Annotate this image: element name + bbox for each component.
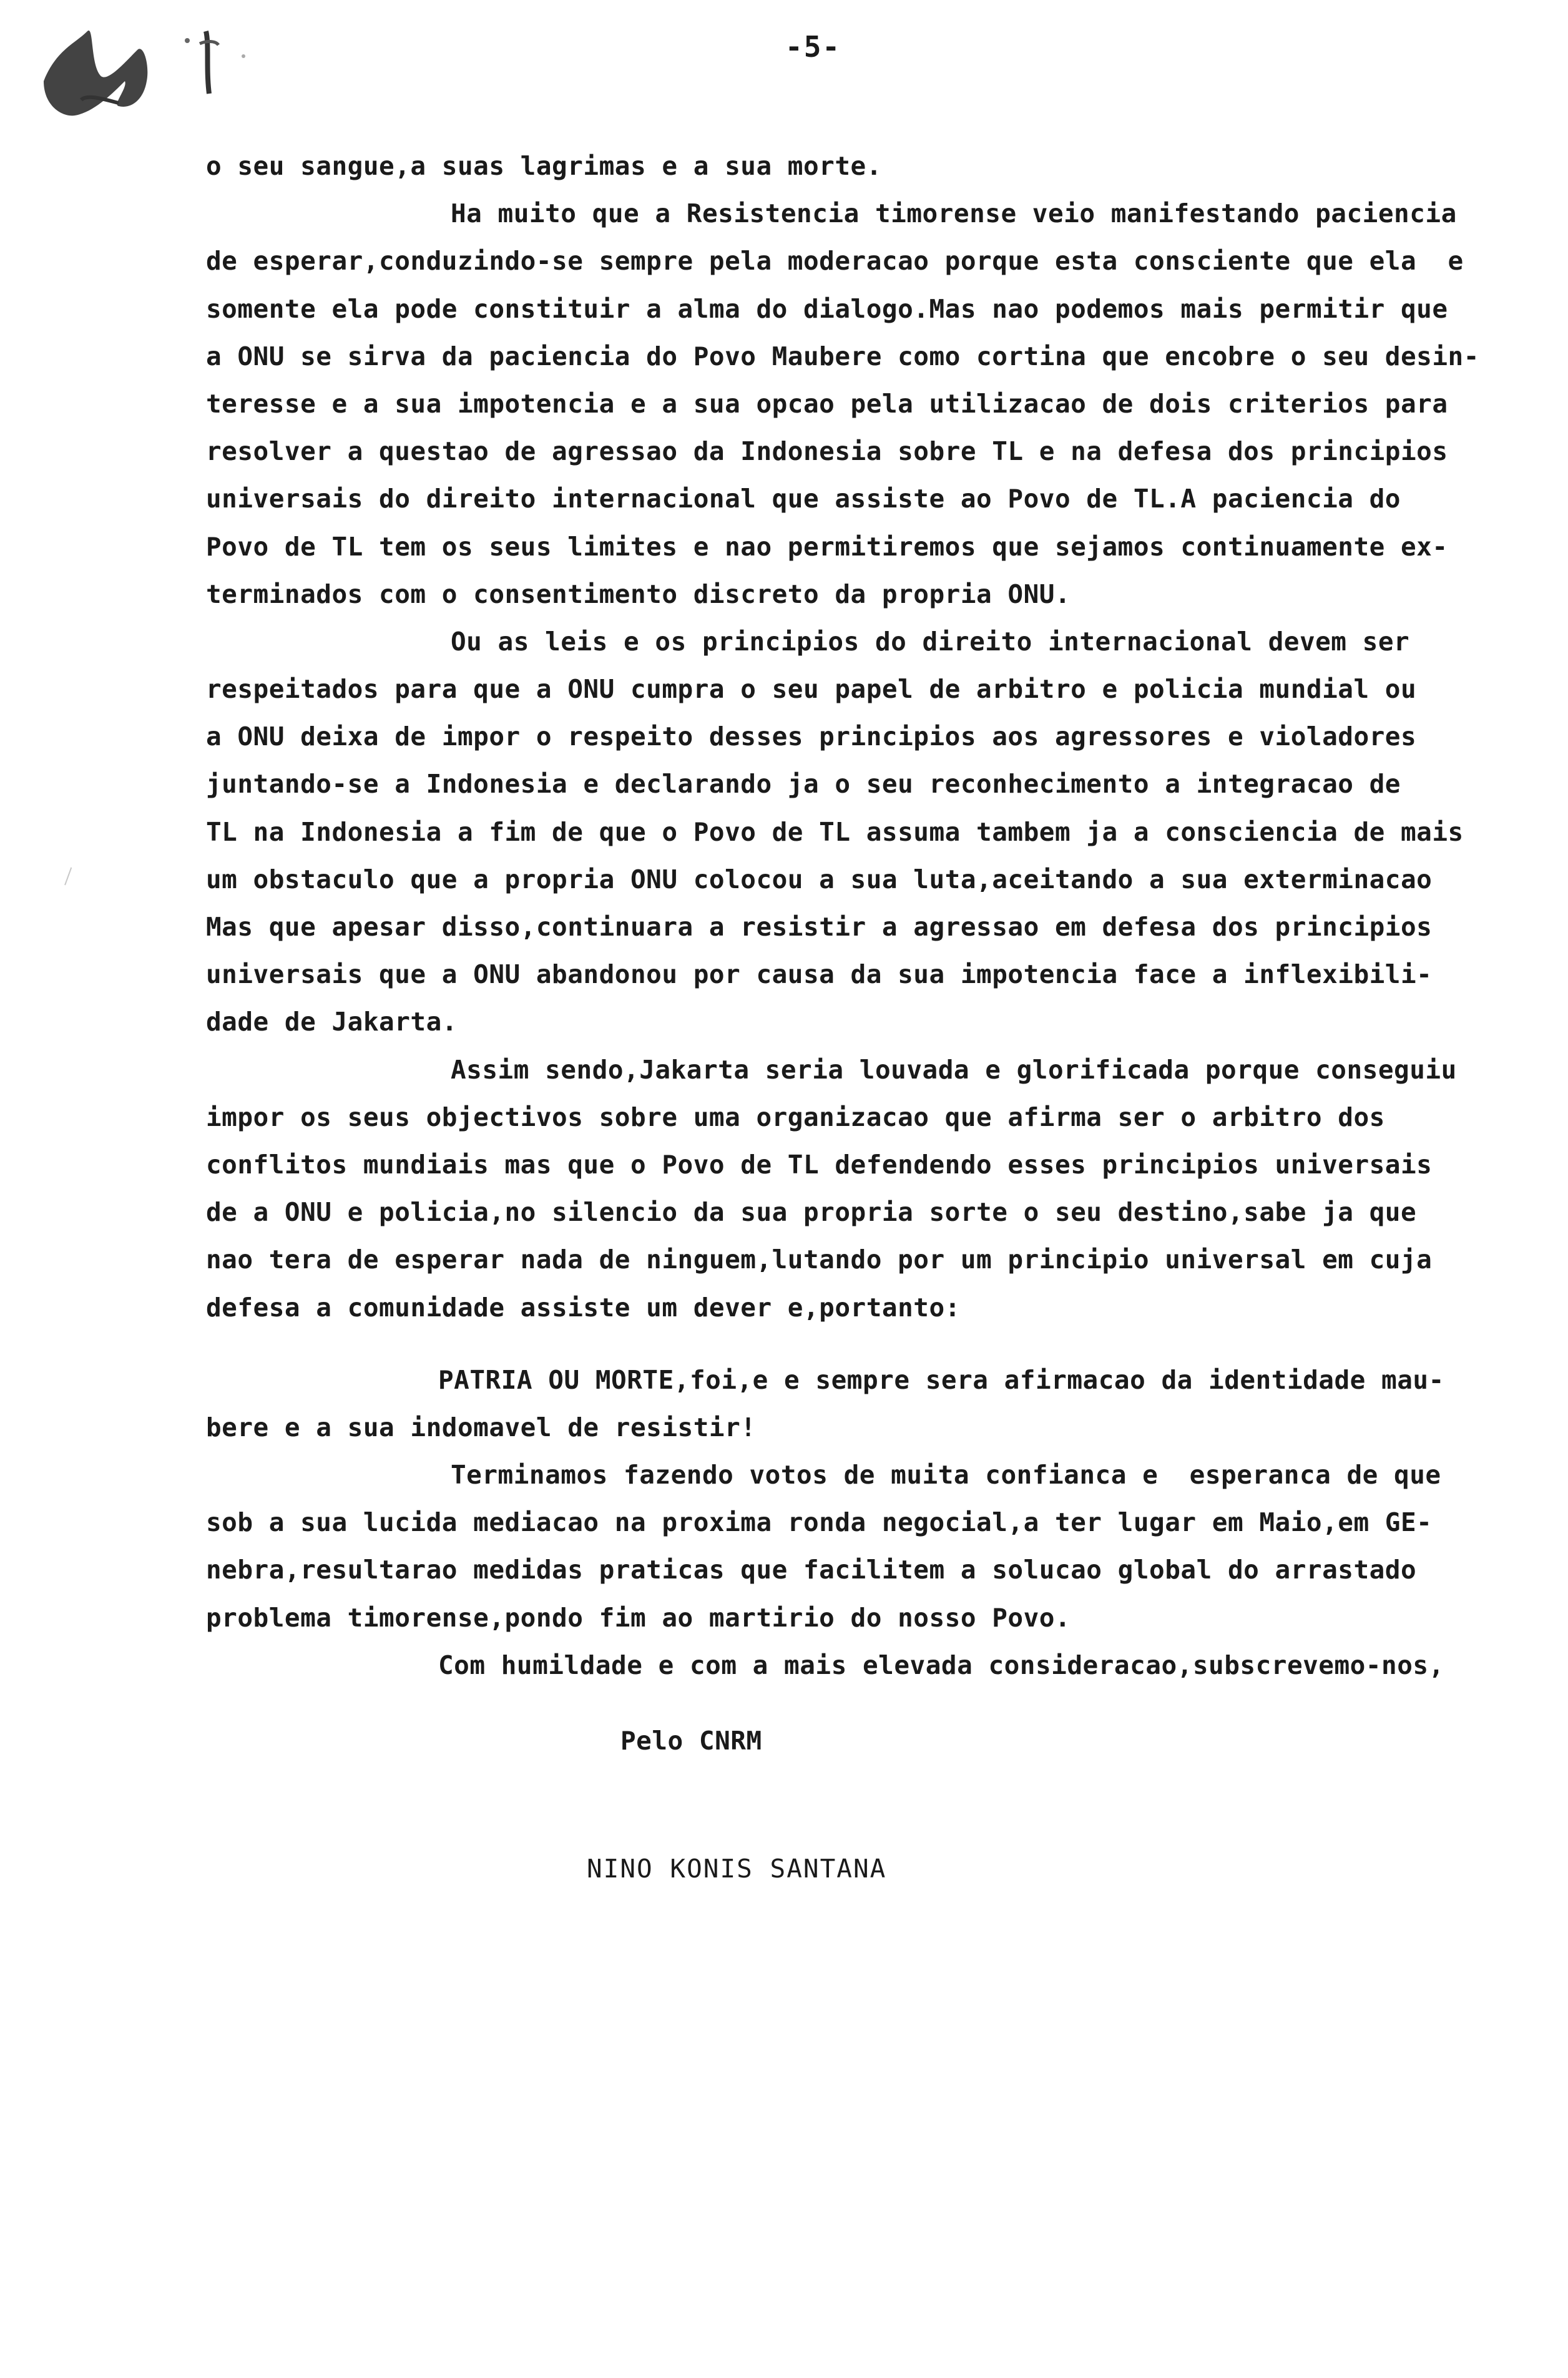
text-line: PATRIA OU MORTE,foi,e e sempre sera afirmacao da identidade mau- (438, 1364, 1444, 1395)
text-line: universais do direito internacional que assiste ao Povo de TL.A paciencia do (206, 484, 1401, 514)
text-line: problema timorense,pondo fim ao martirio do nosso Povo. (206, 1602, 1071, 1633)
page-number: -5- (785, 30, 841, 64)
letter-body (206, 142, 1548, 1689)
text-line: Povo de TL tem os seus limites e nao permitiremos que sejamos continuamente ex- (206, 531, 1448, 562)
text-line: a ONU se sirva da paciencia do Povo Maubere como cortina que encobre o seu desin- (206, 341, 1479, 371)
paragraph-6 (206, 1451, 1548, 1642)
text-line: nao tera de esperar nada de ninguem,lutando por um principio universal em cuja (206, 1245, 1433, 1275)
text-line: o seu sangue,a suas lagrimas e a sua morte. (206, 151, 882, 181)
text-line: terminados com o consentimento discreto da propria ONU. (206, 579, 1071, 609)
text-line: resolver a questao de agressao da Indonesia sobre TL e na defesa dos principios (206, 436, 1448, 467)
text-line: defesa a comunidade assiste um dever e,portanto: (206, 1292, 961, 1323)
margin-mark (64, 868, 76, 887)
paragraph-1 (206, 142, 1548, 190)
text-line: Assim sendo,Jakarta seria louvada e glorificada porque conseguiu (451, 1054, 1457, 1085)
text-line: de a ONU e policia,no silencio da sua propria sorte o seu destino,sabe ja que (206, 1197, 1417, 1228)
text-line: nebra,resultarao medidas praticas que facilitem a solucao global do arrastado (206, 1555, 1417, 1585)
paragraph-7 (206, 1642, 1548, 1689)
text-line: conflitos mundiais mas que o Povo de TL defendendo esses principios universais (206, 1149, 1433, 1180)
text-line: universais que a ONU abandonou por causa da sua impotencia face a inflexibili- (206, 959, 1433, 990)
text-line: um obstaculo que a propria ONU colocou a sua luta,aceitando a sua exterminacao (206, 864, 1433, 894)
signature-name: NINO KONIS SANTANA (587, 1854, 887, 1884)
text-line: TL na Indonesia a fim de que o Povo de TL assuma tambem ja a consciencia de mais (206, 816, 1464, 847)
text-line: a ONU deixa de impor o respeito desses principios aos agressores e violadores (206, 722, 1417, 752)
paragraph-3 (206, 618, 1548, 1046)
text-line: teresse e a sua impotencia e a sua opcao pela utilizacao de dois criterios para (206, 388, 1448, 419)
text-line: Ha muito que a Resistencia timorense veio manifestando paciencia (451, 198, 1457, 229)
text-line: Com humildade e com a mais elevada consideracao,subscrevemo-nos, (438, 1650, 1444, 1680)
ink-smudge-mark (19, 6, 281, 131)
text-line: respeitados para que a ONU cumpra o seu papel de arbitro e policia mundial ou (206, 674, 1417, 705)
text-line: Mas que apesar disso,continuara a resistir a agressao em defesa dos principios (206, 912, 1433, 942)
text-line: Ou as leis e os principios do direito internacional devem ser (451, 626, 1410, 657)
paragraph-5 (206, 1356, 1548, 1451)
text-line: de esperar,conduzindo-se sempre pela moderacao porque esta consciente que ela e (206, 246, 1464, 276)
text-line: juntando-se a Indonesia e declarando ja o seu reconhecimento a integracao de (206, 769, 1401, 800)
paragraph-gap (206, 1331, 1548, 1356)
text-line: somente ela pode constituir a alma do dialogo.Mas nao podemos mais permitir que (206, 293, 1448, 324)
text-line: impor os seus objectivos sobre uma organizacao que afirma ser o arbitro dos (206, 1102, 1385, 1132)
text-line: Terminamos fazendo votos de muita confianca e esperanca de que (451, 1460, 1441, 1490)
paragraph-4 (206, 1046, 1548, 1331)
text-line: bere e a sua indomavel de resistir! (206, 1412, 757, 1442)
signature-organization: Pelo CNRM (620, 1726, 762, 1756)
paragraph-2 (206, 190, 1548, 618)
text-line: sob a sua lucida mediacao na proxima ronda negocial,a ter lugar em Maio,em GE- (206, 1507, 1433, 1538)
text-line: dade de Jakarta. (206, 1007, 458, 1037)
